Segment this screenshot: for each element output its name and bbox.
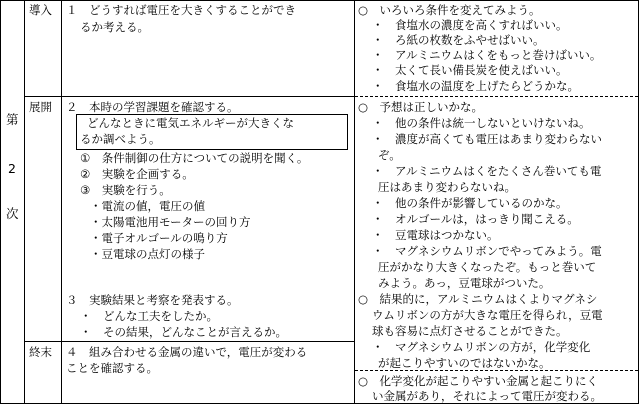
col-rule-1 [24,0,25,404]
reaction-line: 圧はあまり変わらないね。 [378,180,516,194]
experiment-item: ・太陽電池用モーターの回り方 [90,215,251,229]
dev-step2: ２ 本時の学習課題を確認する。 [66,100,239,114]
dev-substep: ② 実験を企画する。 [80,167,194,181]
reaction-line: ・ 太くて長い備長炭を使えばいい。 [372,63,568,77]
reaction-line: ・ 他の条件が影響しているのかな。 [372,196,568,210]
row-rule-intro-right [355,96,638,97]
reaction-line: ○ 化学変化が起こりやすい金属と起こりにく [358,374,599,388]
stage-intro-label: 導入 [29,3,52,17]
experiment-item: ・電流の値，電圧の値 [90,199,205,213]
stage-end-label: 終末 [29,345,52,359]
reaction-line: い金属があり，それによって電圧が変わる。 [372,389,602,403]
experiment-item: ・電子オルゴールの鳴り方 [90,231,228,245]
reaction-line: ・ マグネシウムリボンでやってみよう。電 [372,244,602,258]
reaction-line: ・ 濃度が高くても電圧はあまり変わらない [372,132,602,146]
reaction-line: ぞ。 [378,148,401,162]
reaction-line: ・ 食塩水の温度を上げたらどうかな。 [372,79,579,93]
learning-task-box [76,114,348,150]
intro-activity-line: １ どうすれば電圧を大きくすることができ [66,3,296,17]
stage-dev-label: 展開 [29,100,52,114]
dev-step3-item: ・ その結果，どんなことが言えるか。 [80,325,287,339]
table-left-border [0,0,1,404]
reaction-line: 圧がかなり大きくなったぞ。もっと巻いて [378,260,597,274]
row-rule-dev-left [24,341,354,342]
reaction-line: ・ アルミニウムはくをもっと巻けばいい。 [372,48,602,62]
reaction-line: ○ 結果的に，アルミニウムはくよりマグネシ [358,292,598,306]
reaction-line: ・ ろ紙の枚数をふやせばいい。 [372,33,545,47]
reaction-line: が起こりやすいのではないかな。 [378,356,551,370]
col-rule-3 [354,0,355,404]
reaction-line: ・ 食塩水の濃度を高くすればいい。 [372,18,568,32]
dev-step3: ３ 実験結果と考察を発表する。 [66,293,239,307]
reaction-line: ウムリボンの方が大きな電圧を得られ，豆電 [372,308,603,322]
dev-substep: ① 条件制御の仕方についての説明を聞く。 [80,151,309,165]
end-activity-line: ４ 組み合わせる金属の違いで，電圧が変わる [66,345,308,359]
table-top-border [0,0,639,1]
end-activity-line: ことを確認する。 [66,361,158,375]
reaction-line: ○ 予想は正しいかな。 [358,100,484,114]
dev-step3-item: ・ どんな工夫をしたか。 [80,309,218,323]
col-rule-2 [61,0,62,404]
table-right-border [638,0,639,404]
reaction-line: ・ アルミニウムはくをたくさん巻いても電 [372,164,602,178]
learning-task-line: どんなときに電気エネルギーが大きくな [87,116,294,130]
reaction-line: ○ いろいろ条件を変えてみよう。 [358,3,541,17]
reaction-line: 球も容易に点灯させることができた。 [372,324,568,338]
phase-char-2: 2 [8,161,16,176]
reaction-line: ・ マグネシウムリボンの方が，化学変化 [372,340,591,354]
dev-substep: ③ 実験を行う。 [80,183,171,197]
intro-activity-line: るか考える。 [80,20,149,34]
row-rule-intro-left [24,96,354,97]
phase-char-1: 第 [6,112,19,127]
reaction-line: みよう。あっ，豆電球がついた。 [378,276,551,290]
learning-task-line: るか調べよう。 [80,132,161,146]
reaction-line: ・ 他の条件は統一しないといけないね。 [372,116,591,130]
experiment-item: ・豆電球の点灯の様子 [90,247,205,261]
phase-char-3: 次 [6,206,19,221]
reaction-line: ・ オルゴールは，はっきり聞こえる。 [372,212,579,226]
reaction-line: ・ 豆電球はつかない。 [372,228,499,242]
